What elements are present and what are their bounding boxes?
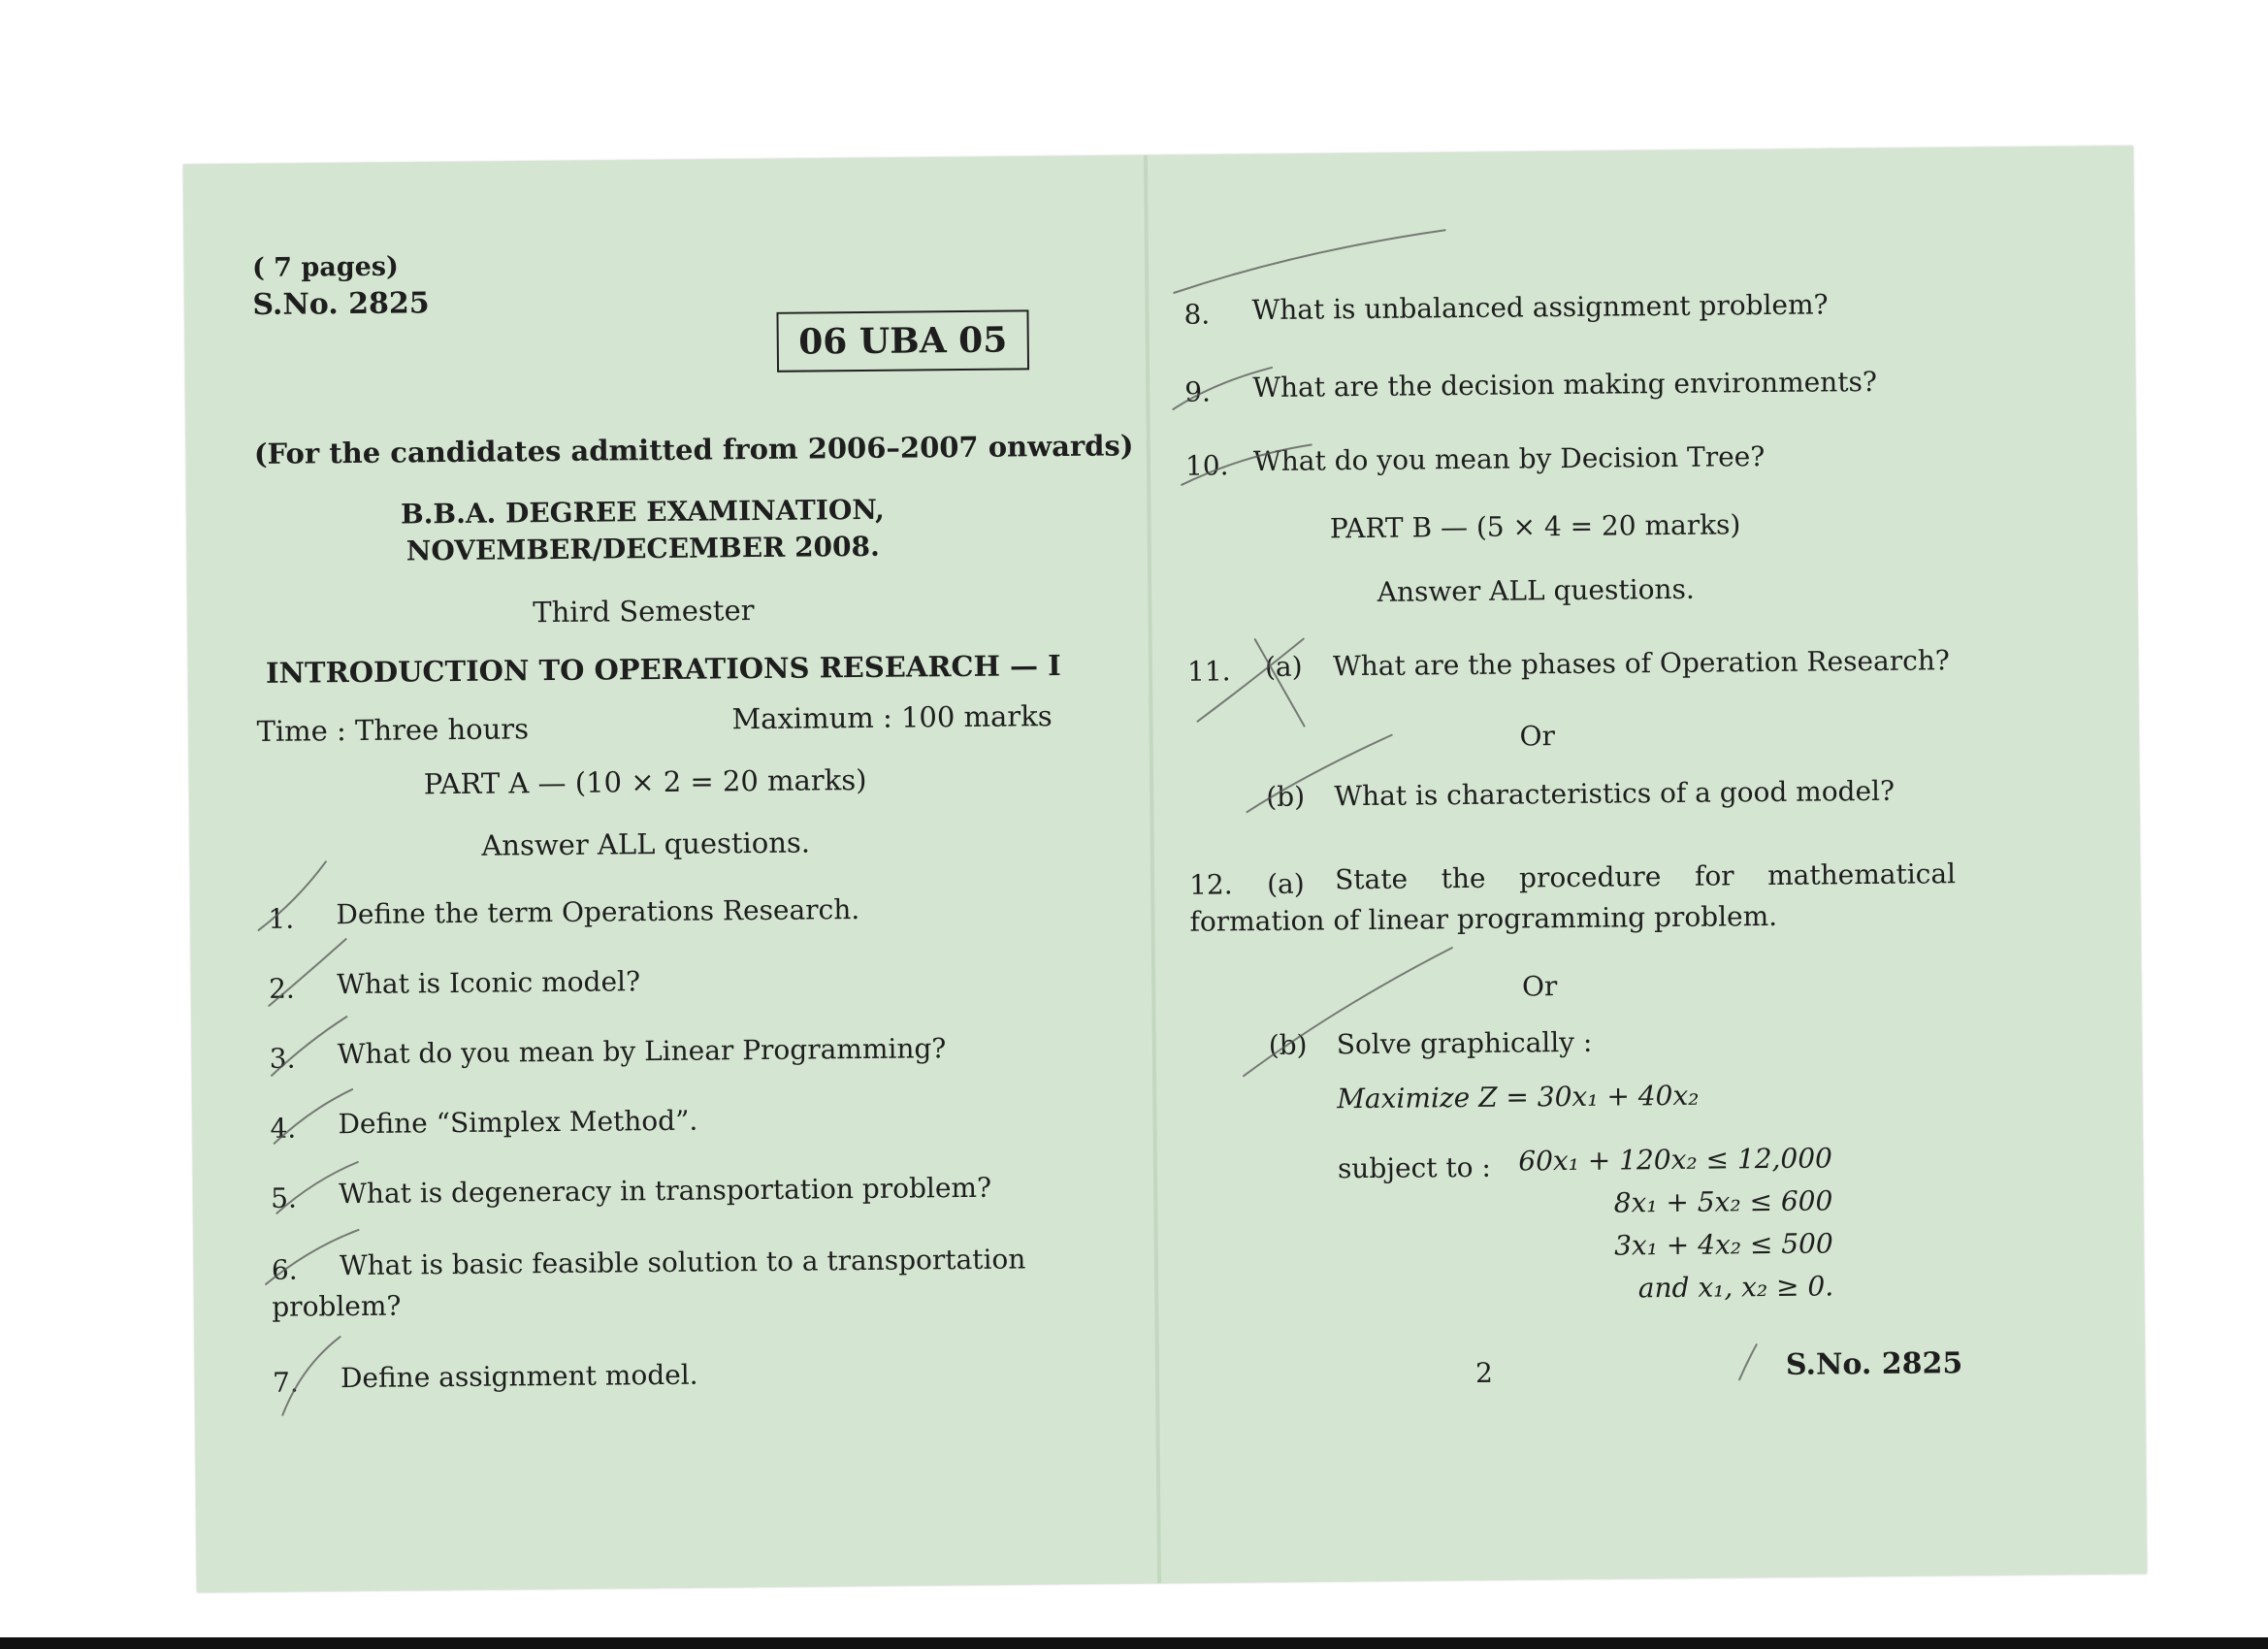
- or-separator: Or: [1521, 970, 1558, 1003]
- paper-code-box: 06 UBA 05: [776, 309, 1029, 372]
- question-text: Solve graphically :: [1336, 1025, 1593, 1061]
- question-text: What is basic feasible solution to a transportation: [339, 1243, 1026, 1282]
- word: procedure: [1518, 860, 1662, 894]
- admission-note: (For the candidates admitted from 2006–2007 onwards): [253, 429, 1134, 470]
- part-b-instruction: Answer ALL questions.: [1377, 572, 1695, 608]
- page-count: ( 7 pages): [251, 251, 399, 284]
- page-number: 2: [1474, 1356, 1493, 1389]
- scanner-bed-edge: [0, 1637, 2268, 1649]
- question-number: 10.: [1184, 449, 1229, 482]
- question-number: 7.: [272, 1366, 299, 1399]
- pencil-tick: [276, 1162, 358, 1213]
- pencil-tick: [1174, 230, 1446, 293]
- exam-title-line1: B.B.A. DEGREE EXAMINATION,: [400, 493, 886, 531]
- question-number: 6.: [271, 1253, 298, 1286]
- question-text: What is characteristics of a good model?: [1334, 774, 1895, 813]
- part-b-heading: PART B — (5 × 4 = 20 marks): [1329, 508, 1741, 545]
- word: for: [1694, 859, 1734, 892]
- pencil-tick: [271, 1017, 347, 1076]
- pencil-tick: [1243, 948, 1453, 1076]
- subject-to-label: subject to :: [1337, 1150, 1491, 1185]
- sub-question-label: (a): [1264, 650, 1303, 684]
- constraint: 3x₁ + 4x₂ ≤ 500: [1613, 1227, 1833, 1262]
- question-text: Define “Simplex Method”.: [338, 1104, 698, 1141]
- serial-number: S.No. 2825: [1785, 1346, 1963, 1382]
- semester: Third Semester: [533, 594, 755, 630]
- pencil-tick: [1255, 639, 1305, 727]
- constraint: 60x₁ + 120x₂ ≤ 12,000: [1518, 1142, 1833, 1178]
- pencil-tick: [1182, 445, 1312, 485]
- pencil-marks-layer: [183, 146, 2147, 1592]
- exam-sheet: [183, 146, 2147, 1592]
- question-number: 5.: [271, 1181, 298, 1214]
- sub-question-label: (b): [1268, 1028, 1308, 1061]
- question-text: Define the term Operations Research.: [336, 893, 860, 931]
- word: mathematical: [1767, 857, 1957, 892]
- question-number: 3.: [269, 1042, 296, 1075]
- pencil-tick: [258, 861, 327, 930]
- objective-function: Maximize Z = 30x₁ + 40x₂: [1337, 1079, 1700, 1116]
- question-number: 2.: [268, 972, 296, 1005]
- sub-question-label: (b): [1266, 780, 1306, 813]
- question-number: 9.: [1184, 375, 1212, 408]
- constraint: 8x₁ + 5x₂ ≤ 600: [1613, 1184, 1833, 1219]
- word: State: [1334, 862, 1409, 896]
- question-text: What do you mean by Linear Programming?: [337, 1032, 947, 1071]
- question-text: What do you mean by Decision Tree?: [1252, 440, 1766, 478]
- question-text-continued: formation of linear programming problem.: [1189, 899, 1778, 938]
- question-text-continued: problem?: [272, 1289, 402, 1323]
- part-a-instruction: Answer ALL questions.: [481, 825, 811, 862]
- question-text: What is Iconic model?: [336, 965, 641, 1001]
- subject-title: INTRODUCTION TO OPERATIONS RESEARCH — I: [265, 649, 1061, 690]
- question-text: What is degeneracy in transportation problem?: [339, 1171, 992, 1211]
- constraint: and x₁, x₂ ≥ 0.: [1637, 1270, 1834, 1305]
- pencil-tick: [1197, 639, 1305, 722]
- question-text: Define assignment model.: [340, 1358, 698, 1395]
- pencil-tick: [266, 1230, 360, 1284]
- pencil-tick: [1247, 735, 1393, 812]
- question-number: 11.: [1186, 655, 1231, 688]
- question-number: 4.: [270, 1112, 297, 1145]
- pencil-tick: [282, 1337, 341, 1415]
- question-number: 12.: [1188, 868, 1233, 901]
- question-text: What is unbalanced assignment problem?: [1251, 288, 1829, 327]
- or-separator: Or: [1519, 720, 1556, 753]
- question-number: 1.: [268, 902, 295, 935]
- time-allowed: Time : Three hours: [256, 712, 530, 748]
- question-number: 8.: [1183, 298, 1211, 331]
- serial-number: S.No. 2825: [252, 286, 430, 323]
- pencil-tick-marks: [183, 146, 2133, 164]
- pencil-tick: [274, 1089, 353, 1144]
- exam-title-line2: NOVEMBER/DECEMBER 2008.: [405, 530, 880, 567]
- pencil-tick: [269, 939, 347, 1006]
- question-text: What are the phases of Operation Research?: [1332, 644, 1951, 683]
- word: the: [1441, 861, 1486, 895]
- maximum-marks: Maximum : 100 marks: [731, 699, 1053, 736]
- pencil-tick: [1739, 1344, 1757, 1379]
- pencil-tick: [1173, 368, 1272, 409]
- part-a-heading: PART A — (10 × 2 = 20 marks): [423, 762, 867, 801]
- sub-question-label: (a): [1266, 867, 1305, 900]
- question-text: What are the decision making environments?: [1252, 365, 1878, 404]
